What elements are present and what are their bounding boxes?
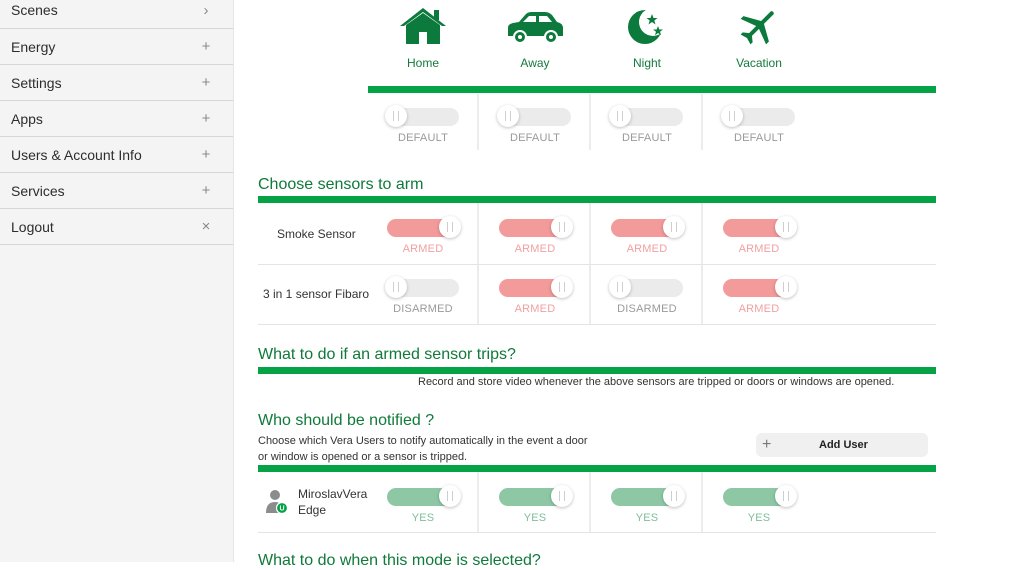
notify-toggle[interactable] <box>499 488 571 506</box>
sensor-toggle[interactable] <box>499 279 571 297</box>
plus-icon: + <box>201 110 211 127</box>
toggle-state-label: YES <box>523 512 547 524</box>
toggle-state-label: DEFAULT <box>397 132 449 144</box>
sidebar-item-label: Logout <box>11 218 54 235</box>
sensor-cell <box>479 219 591 255</box>
sensor-toggle[interactable] <box>611 219 683 237</box>
sensor-toggle[interactable] <box>499 219 571 237</box>
sensor-toggle[interactable] <box>723 219 795 237</box>
toggle-state-label: ARMED <box>626 243 668 255</box>
sidebar-item-label: Scenes <box>11 2 58 18</box>
plus-icon: + <box>201 74 211 91</box>
moon-stars-icon <box>625 6 669 46</box>
sidebar-item-label: Services <box>11 182 65 199</box>
notify-toggle[interactable] <box>611 488 683 506</box>
chevron-right-icon: › <box>203 1 209 19</box>
column-divider <box>589 94 591 150</box>
default-toggle[interactable] <box>387 108 459 126</box>
row-divider <box>258 532 936 533</box>
sensor-toggle[interactable] <box>723 279 795 297</box>
mode-label: Away <box>520 56 550 70</box>
user-badge: U <box>279 505 285 513</box>
default-cell <box>367 108 479 144</box>
sidebar-item-label: Apps <box>11 110 43 127</box>
toggle-state-label: ARMED <box>738 303 780 315</box>
toggle-state-label: DEFAULT <box>621 132 673 144</box>
sidebar-item-settings[interactable] <box>0 65 233 101</box>
default-toggle[interactable] <box>723 108 795 126</box>
add-user-button[interactable] <box>756 433 928 457</box>
sensor-cell <box>703 219 815 255</box>
row-divider <box>258 264 936 265</box>
default-cell <box>703 108 815 144</box>
section-divider <box>368 86 936 93</box>
mode-label: Home <box>406 56 439 70</box>
notify-cell <box>479 488 591 524</box>
sensor-toggle[interactable] <box>611 279 683 297</box>
sensor-cell <box>703 279 815 315</box>
toggle-state-label: DEFAULT <box>509 132 561 144</box>
toggle-state-label: YES <box>411 512 435 524</box>
mode-selected-section-title: What to do when this mode is selected? <box>258 552 541 569</box>
sidebar-item-users-account-info[interactable] <box>0 137 233 173</box>
plus-icon: + <box>201 146 211 163</box>
default-cell <box>591 108 703 144</box>
toggle-state-label: ARMED <box>514 243 556 255</box>
mode-vacation[interactable] <box>703 6 815 70</box>
trip-description: Record and store video whenever the above sensors are tripped or doors or windows are opened. <box>418 376 895 388</box>
main-content <box>234 0 1024 569</box>
mode-label: Night <box>632 56 661 70</box>
add-user-label: Add User <box>819 439 868 451</box>
plus-icon: + <box>762 436 772 453</box>
toggle-state-label: ARMED <box>402 243 444 255</box>
notify-cell <box>367 488 479 524</box>
column-divider <box>477 94 479 150</box>
plus-icon: + <box>201 182 211 199</box>
row-divider <box>258 324 936 325</box>
sensor-name: 3 in 1 sensor Fibaro <box>263 287 370 301</box>
sensor-toggle[interactable] <box>387 219 459 237</box>
toggle-state-label: YES <box>635 512 659 524</box>
home-icon <box>397 6 449 46</box>
user-avatar-icon <box>264 487 288 515</box>
section-divider <box>258 367 936 374</box>
sidebar-item-scenes[interactable] <box>0 0 233 29</box>
sidebar-item-energy[interactable] <box>0 29 233 65</box>
user-name: MiroslavVera Edge <box>298 487 368 517</box>
notify-toggle[interactable] <box>723 488 795 506</box>
toggle-state-label: ARMED <box>738 243 780 255</box>
close-icon: × <box>201 218 211 235</box>
sensor-cell <box>367 219 479 255</box>
mode-night[interactable] <box>591 6 703 70</box>
mode-label: Vacation <box>736 56 782 70</box>
mode-away[interactable] <box>479 6 591 70</box>
section-divider <box>258 196 936 203</box>
default-toggle[interactable] <box>611 108 683 126</box>
notify-cell <box>591 488 703 524</box>
mode-home[interactable] <box>367 6 479 70</box>
sidebar-item-apps[interactable] <box>0 101 233 137</box>
sensors-section-title: Choose sensors to arm <box>258 176 424 193</box>
section-divider <box>258 465 936 472</box>
sidebar-item-services[interactable] <box>0 173 233 209</box>
toggle-state-label: DISARMED <box>393 303 453 315</box>
default-cell <box>479 108 591 144</box>
notify-toggle[interactable] <box>387 488 459 506</box>
car-icon <box>505 6 565 46</box>
trip-section-title: What to do if an armed sensor trips? <box>258 346 516 363</box>
airplane-icon <box>737 6 781 46</box>
notify-description: Choose which Vera Users to notify automatically in the event a door or window is opened or a sensor is tripped. <box>258 435 588 463</box>
sensor-cell <box>479 279 591 315</box>
sidebar <box>0 0 234 562</box>
mode-selector <box>367 6 815 80</box>
toggle-state-label: ARMED <box>514 303 556 315</box>
sensor-cell <box>591 279 703 315</box>
column-divider <box>701 94 703 150</box>
sidebar-item-label: Settings <box>11 74 62 91</box>
notify-section-title: Who should be notified ? <box>258 412 435 429</box>
sidebar-item-logout[interactable] <box>0 209 233 245</box>
sidebar-item-label: Users & Account Info <box>11 146 142 163</box>
default-toggle[interactable] <box>499 108 571 126</box>
sensor-cell <box>591 219 703 255</box>
sensor-name: Smoke Sensor <box>277 227 356 241</box>
sensor-cell <box>367 279 479 315</box>
toggle-state-label: YES <box>747 512 771 524</box>
sensor-toggle[interactable] <box>387 279 459 297</box>
toggle-state-label: DEFAULT <box>733 132 785 144</box>
notify-cell <box>703 488 815 524</box>
plus-icon: + <box>201 38 211 55</box>
sidebar-item-label: Energy <box>11 38 56 55</box>
toggle-state-label: DISARMED <box>617 303 677 315</box>
